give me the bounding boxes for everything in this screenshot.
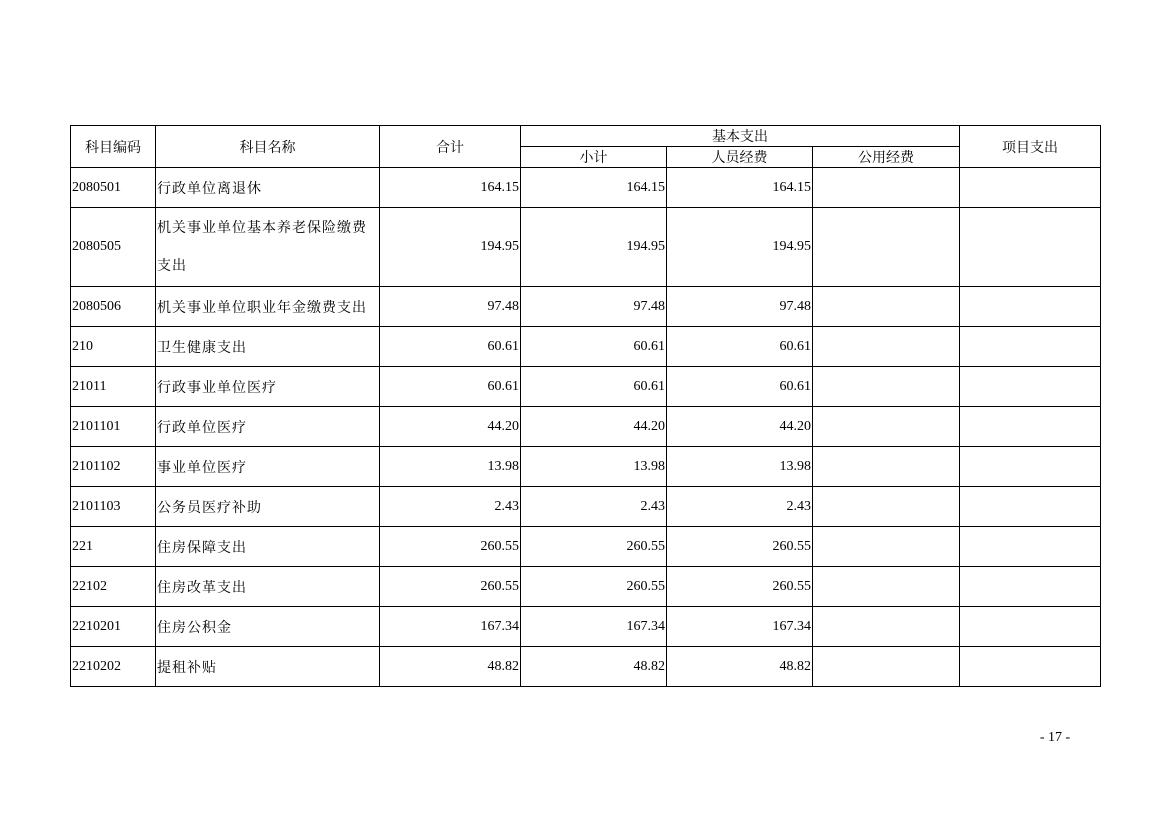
table-row (71, 327, 1101, 367)
cell-personnel: 260.55 (667, 527, 813, 567)
cell-project (960, 447, 1101, 487)
cell-code: 2080505 (71, 208, 156, 287)
cell-total: 13.98 (380, 447, 521, 487)
cell-public (813, 447, 960, 487)
table-body (71, 168, 1101, 687)
cell-project (960, 208, 1101, 287)
cell-personnel: 194.95 (667, 208, 813, 287)
cell-total: 164.15 (380, 168, 521, 208)
cell-personnel: 60.61 (667, 327, 813, 367)
cell-public (813, 287, 960, 327)
cell-subtotal: 44.20 (521, 407, 667, 447)
cell-personnel: 13.98 (667, 447, 813, 487)
cell-code: 2101102 (71, 447, 156, 487)
cell-project (960, 407, 1101, 447)
cell-name: 住房保障支出 (156, 527, 380, 567)
cell-name: 提租补贴 (156, 647, 380, 687)
cell-subtotal: 2.43 (521, 487, 667, 527)
cell-project (960, 287, 1101, 327)
cell-total: 44.20 (380, 407, 521, 447)
table-row (71, 567, 1101, 607)
cell-project (960, 487, 1101, 527)
cell-project (960, 367, 1101, 407)
cell-total: 97.48 (380, 287, 521, 327)
cell-personnel: 2.43 (667, 487, 813, 527)
table-row (71, 407, 1101, 447)
cell-code: 2210201 (71, 607, 156, 647)
cell-name: 行政单位医疗 (156, 407, 380, 447)
cell-total: 2.43 (380, 487, 521, 527)
cell-project (960, 168, 1101, 208)
cell-name: 行政单位离退休 (156, 168, 380, 208)
cell-public (813, 208, 960, 287)
header-code: 科目编码 (71, 126, 156, 168)
header-name: 科目名称 (156, 126, 380, 168)
cell-project (960, 647, 1101, 687)
cell-code: 2101103 (71, 487, 156, 527)
cell-name: 机关事业单位基本养老保险缴费支出 (156, 208, 380, 287)
cell-public (813, 567, 960, 607)
cell-public (813, 367, 960, 407)
table-row (71, 367, 1101, 407)
cell-public (813, 487, 960, 527)
table-row (71, 208, 1101, 287)
cell-personnel: 44.20 (667, 407, 813, 447)
cell-total: 194.95 (380, 208, 521, 287)
cell-public (813, 607, 960, 647)
table-row (71, 607, 1101, 647)
cell-code: 21011 (71, 367, 156, 407)
cell-subtotal: 260.55 (521, 567, 667, 607)
cell-project (960, 607, 1101, 647)
cell-code: 2080501 (71, 168, 156, 208)
cell-name: 事业单位医疗 (156, 447, 380, 487)
cell-subtotal: 167.34 (521, 607, 667, 647)
cell-subtotal: 60.61 (521, 327, 667, 367)
cell-public (813, 327, 960, 367)
cell-code: 22102 (71, 567, 156, 607)
cell-name: 住房公积金 (156, 607, 380, 647)
cell-personnel: 164.15 (667, 168, 813, 208)
cell-total: 260.55 (380, 567, 521, 607)
cell-subtotal: 194.95 (521, 208, 667, 287)
header-public: 公用经费 (813, 147, 960, 168)
cell-total: 260.55 (380, 527, 521, 567)
cell-code: 2080506 (71, 287, 156, 327)
header-subtotal: 小计 (521, 147, 667, 168)
cell-code: 210 (71, 327, 156, 367)
cell-personnel: 167.34 (667, 607, 813, 647)
cell-total: 60.61 (380, 367, 521, 407)
cell-personnel: 48.82 (667, 647, 813, 687)
cell-public (813, 168, 960, 208)
header-project-expenditure: 项目支出 (960, 126, 1101, 168)
cell-subtotal: 13.98 (521, 447, 667, 487)
cell-code: 221 (71, 527, 156, 567)
cell-public (813, 407, 960, 447)
header-basic-expenditure: 基本支出 (521, 126, 960, 147)
cell-personnel: 97.48 (667, 287, 813, 327)
cell-subtotal: 260.55 (521, 527, 667, 567)
cell-name: 机关事业单位职业年金缴费支出 (156, 287, 380, 327)
header-total: 合计 (380, 126, 521, 168)
table-row (71, 168, 1101, 208)
cell-subtotal: 60.61 (521, 367, 667, 407)
cell-project (960, 327, 1101, 367)
cell-total: 60.61 (380, 327, 521, 367)
cell-subtotal: 164.15 (521, 168, 667, 208)
table-row (71, 287, 1101, 327)
cell-public (813, 527, 960, 567)
budget-table (70, 125, 1101, 687)
cell-name: 公务员医疗补助 (156, 487, 380, 527)
table-row (71, 487, 1101, 527)
cell-subtotal: 48.82 (521, 647, 667, 687)
header-personnel: 人员经费 (667, 147, 813, 168)
table-row (71, 647, 1101, 687)
cell-total: 167.34 (380, 607, 521, 647)
cell-name: 行政事业单位医疗 (156, 367, 380, 407)
cell-project (960, 567, 1101, 607)
cell-total: 48.82 (380, 647, 521, 687)
cell-subtotal: 97.48 (521, 287, 667, 327)
cell-public (813, 647, 960, 687)
cell-code: 2101101 (71, 407, 156, 447)
cell-project (960, 527, 1101, 567)
cell-name: 住房改革支出 (156, 567, 380, 607)
table-row (71, 447, 1101, 487)
table-row (71, 527, 1101, 567)
cell-personnel: 60.61 (667, 367, 813, 407)
cell-code: 2210202 (71, 647, 156, 687)
cell-name: 卫生健康支出 (156, 327, 380, 367)
cell-personnel: 260.55 (667, 567, 813, 607)
page-number: - 17 - (1039, 730, 1071, 745)
